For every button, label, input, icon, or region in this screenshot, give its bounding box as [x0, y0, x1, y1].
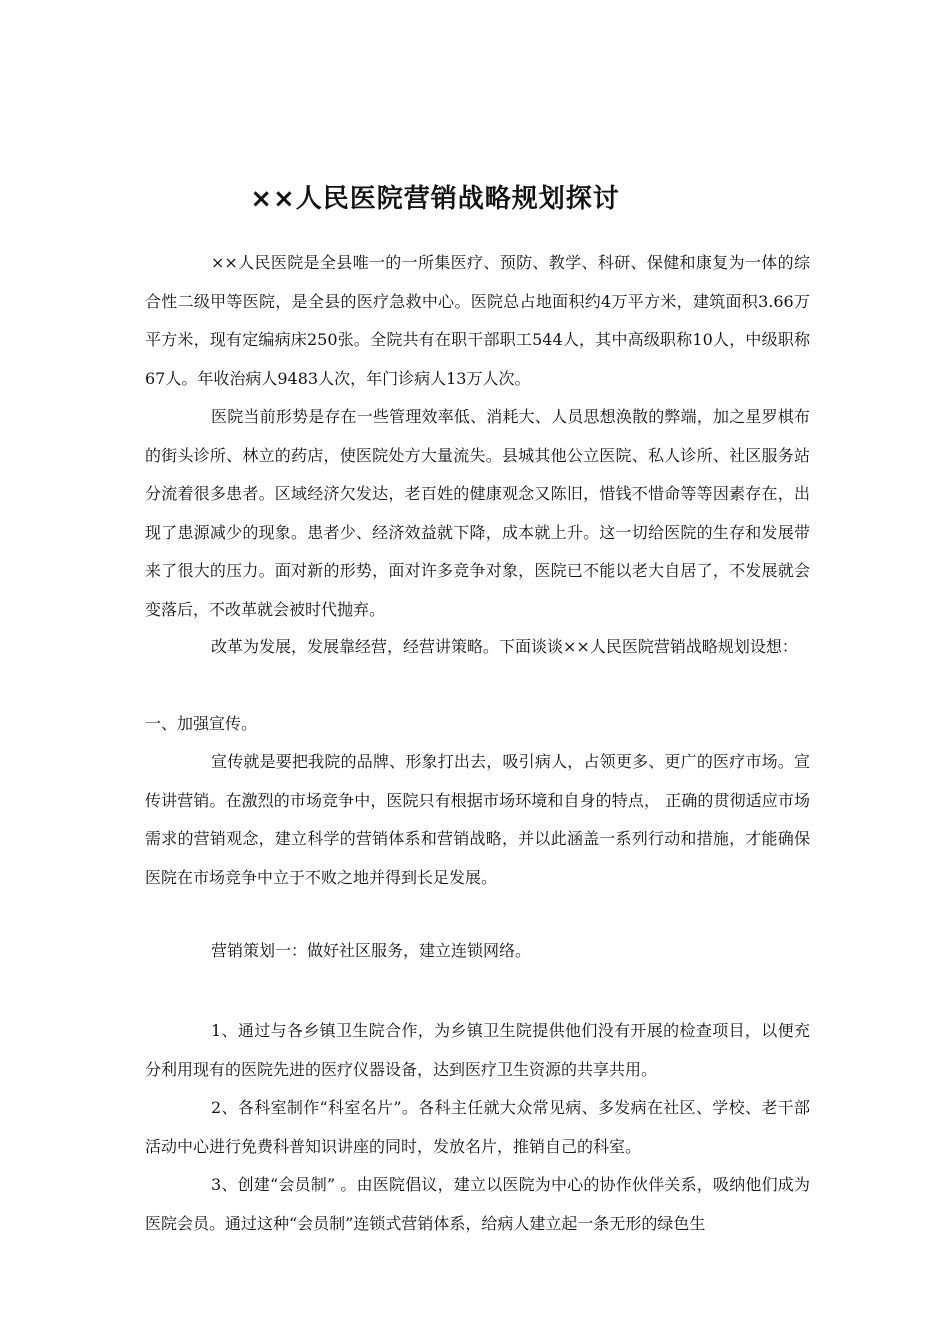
section-heading-promotion: 一、加强宣传。 — [145, 714, 258, 733]
list-item-3: 3、创建“会员制” 。由医院倡议，建立以医院为中心的协作伙伴关系，吸纳他们成为医院会员。通过这种“会员制”连锁式营销体系，给病人建立起一条无形的绿色生 — [145, 1175, 810, 1233]
list-item-2: 2、各科室制作“科室名片”。各科主任就大众常见病、多发病在社区、学校、老干部活动中心进行免费科普知识讲座的同时，发放名片，推销自己的科室。 — [145, 1098, 810, 1156]
plan-one-heading: 营销策划一：做好社区服务，建立连锁网络。 — [211, 941, 532, 960]
paragraph-reform-intro: 改革为发展，发展靠经营，经营讲策略。下面谈谈××人民医院营销战略规划设想： — [211, 637, 798, 656]
paragraph-current-situation: 医院当前形势是存在一些管理效率低、消耗大、人员思想涣散的弊端，加之星罗棋布的街头诊所、林立的药店，使医院处方大量流失。县城其他公立医院、私人诊所、社区服务站分流着很多患者。区域经济欠发达，老百姓的健康观念又陈旧，惜钱不惜命等等因素存在，出现了患源减少的现象。患者少、经济效益就下降，成本就上升。这一切给医院的生存和发展带来了很大的压力。面对新的形势，面对许多竞争对象，医院已不能以老大自居了，不发展就会变落后，不改革就会被时代抛弃。 — [145, 407, 810, 619]
document-title: ××人民医院营销战略规划探讨 — [250, 184, 620, 214]
paragraph-hospital-intro: ××人民医院是全县唯一的一所集医疗、预防、教学、科研、保健和康复为一体的综合性二级甲等医院，是全县的医疗急救中心。医院总占地面积约4万平方米，建筑面积3.66万平方米，现有定编病床250张。全院共有在职干部职工544人，其中高级职称10人，中级职称67人。年收治病人9483人次，年门诊病人13万人次。 — [145, 253, 810, 388]
paragraph-promotion: 宣传就是要把我院的品牌、形象打出去，吸引病人，占领更多、更广的医疗市场。宣传讲营销。在激烈的市场竞争中，医院只有根据市场环境和自身的特点， 正确的贯彻适应市场需求的营销观念，建立科学的营销体系和营销战略，并以此涵盖一系列行动和措施，才能确保医院在市场竞争中立于不败之地并得到长足发展。 — [145, 752, 810, 887]
list-item-1: 1、通过与各乡镇卫生院合作，为乡镇卫生院提供他们没有开展的检查项目，以便充分利用现有的医院先进的医疗仪器设备，达到医疗卫生资源的共享共用。 — [145, 1021, 810, 1079]
